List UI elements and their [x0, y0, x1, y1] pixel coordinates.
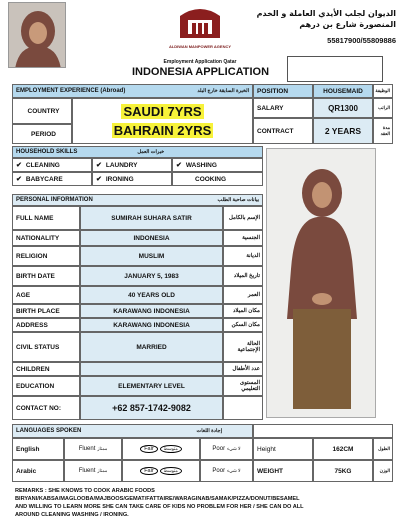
company-name-line: الديوان لجلب الأيدي العاملة و الخدم: [256, 9, 396, 18]
skill-cooking-label: COOKING: [195, 175, 227, 183]
employment-header: [12, 84, 253, 98]
contact-value: +62 857-1742-9082: [80, 396, 223, 420]
personal-header-en: PERSONAL INFORMATION: [16, 197, 93, 203]
arabic-fair: [122, 460, 200, 482]
contract-ar: مدة العقد: [373, 118, 393, 144]
salary-label: SALARY: [253, 98, 313, 118]
row-ar: الديانة: [223, 246, 263, 266]
skills-header-ar: خبرات العمل: [137, 149, 165, 155]
row-label: AGE: [12, 286, 80, 304]
experience-1: SAUDI 7YRS: [123, 104, 202, 119]
fluent-label: Fluent: [78, 468, 96, 474]
row-label: CHILDREN: [12, 362, 80, 376]
weight-value: 75KG: [313, 460, 373, 482]
english-poor: [200, 438, 253, 460]
company-address-line: المنصورة شارع بن درهم: [299, 20, 396, 29]
row-ar: تاريخ الميلاد: [223, 266, 263, 286]
company-logo: [172, 2, 228, 46]
position-label: POSITION: [253, 84, 313, 98]
salary-value: QR1300: [313, 98, 373, 118]
height-ar: الطول: [373, 438, 393, 460]
fluent-ar: ممتاز: [97, 468, 108, 473]
reference-box: [287, 56, 383, 82]
skill-washing: [172, 158, 263, 172]
skill-cleaning-label: CLEANING: [25, 161, 60, 169]
english-fair: [122, 438, 200, 460]
fair-ar-circled: متوسط: [160, 445, 182, 453]
period-label: PERIOD: [12, 124, 72, 144]
row-value: 40 YEARS OLD: [80, 286, 223, 304]
languages-header: [12, 424, 253, 438]
experience-2: BAHRAIN 2YRS: [113, 123, 212, 138]
row-value: ELEMENTARY LEVEL: [80, 376, 223, 396]
check-icon: ✔: [16, 162, 22, 169]
employment-header-en: EMPLOYMENT EXPERIENCE (Abroad): [16, 88, 126, 94]
english-fluent: [64, 438, 122, 460]
height-label: Height: [253, 438, 313, 460]
row-value: INDONESIA: [80, 230, 223, 246]
position-ar: الوظيفة: [373, 84, 393, 98]
remarks-line: BIRYANI/KABSA/MAGLOOBA/MAJBOOS/GEMAT/FATTAIRE/WARAGINAB/SAMAK/PIZZA/DONUT/BESAMEL: [15, 496, 300, 502]
remarks-line: AND WILLING TO LEARN MORE SHE CAN TAKE CARE OF KIDS NO PROBLEM FOR HER / SHE CAN DO ALL: [15, 504, 304, 510]
row-value: KARAWANG INDONESIA: [80, 304, 223, 318]
row-label: BIRTH PLACE: [12, 304, 80, 318]
check-icon: ✔: [96, 176, 102, 183]
row-value: KARAWANG INDONESIA: [80, 318, 223, 332]
salary-ar: الراتب: [373, 98, 393, 118]
row-ar: مكان السكن: [223, 318, 263, 332]
remarks-line: AROUND CLEANING WASHING / IRONING.: [15, 512, 129, 518]
row-ar: الإسم بالكامل: [223, 206, 263, 230]
row-value: JANUARY 5, 1983: [80, 266, 223, 286]
position-value: HOUSEMAID: [313, 84, 373, 98]
arabic-fluent: [64, 460, 122, 482]
row-ar: [223, 396, 263, 420]
company-name-arabic: [246, 8, 396, 30]
form-caption: Employment Application Qatar: [163, 59, 237, 65]
employment-header-ar: الخبرة السابقة خارج البلد: [197, 88, 249, 94]
languages-header-spacer: [253, 424, 393, 438]
remarks-line: REMARKS : SHE KNOWS TO COOK ARABIC FOODS: [15, 488, 155, 494]
check-icon: ✔: [16, 176, 22, 183]
weight-ar: الوزن: [373, 460, 393, 482]
row-label: RELIGION: [12, 246, 80, 266]
lang-english: English: [12, 438, 64, 460]
skill-cooking: [172, 172, 263, 186]
check-icon: ✔: [96, 162, 102, 169]
height-value: 162CM: [313, 438, 373, 460]
row-value: SUMIRAH SUHARA SATIR: [80, 206, 223, 230]
poor-ar: لا شيء: [227, 446, 241, 451]
skill-ironing-label: IRONING: [105, 175, 134, 183]
skill-cleaning: [12, 158, 92, 172]
skill-laundry: [92, 158, 172, 172]
fluent-ar: ممتاز: [97, 446, 108, 451]
row-ar: المستوى التعليمي: [223, 376, 263, 396]
weight-label: WEIGHT: [253, 460, 313, 482]
applicant-photo-small: [8, 2, 66, 68]
row-label: ADDRESS: [12, 318, 80, 332]
company-phone: 55817900/55809886: [327, 36, 396, 45]
country-label: COUNTRY: [12, 98, 72, 124]
row-label: CIVIL STATUS: [12, 332, 80, 362]
skills-header: [12, 146, 263, 158]
skill-washing-label: WASHING: [185, 161, 217, 169]
fluent-label: Fluent: [78, 446, 96, 452]
row-label: EDUCATION: [12, 376, 80, 396]
row-ar: العمر: [223, 286, 263, 304]
personal-header: [12, 194, 263, 206]
row-ar: الجنسية: [223, 230, 263, 246]
row-label: FULL NAME: [12, 206, 80, 230]
row-ar: الحالة الإجتماعية: [223, 332, 263, 362]
row-label: BIRTH DATE: [12, 266, 80, 286]
poor-label: Poor: [212, 468, 226, 474]
poor-label: Poor: [212, 446, 226, 452]
row-ar: عدد الأطفال: [223, 362, 263, 376]
applicant-photo-large: [266, 148, 376, 418]
fair-ar-circled: متوسط: [160, 467, 182, 475]
arabic-poor: [200, 460, 253, 482]
row-ar: مكان الميلاد: [223, 304, 263, 318]
contract-value: 2 YEARS: [313, 118, 373, 144]
experience-cell: [72, 98, 253, 144]
fair-label-circled: Fair: [140, 467, 157, 475]
personal-header-ar: بيانات صاحبة الطلب: [217, 197, 259, 203]
row-value: MUSLIM: [80, 246, 223, 266]
contract-label: CONTRACT: [253, 118, 313, 144]
check-icon: ✔: [176, 162, 182, 169]
row-value: [80, 362, 223, 376]
skill-babycare-label: BABYCARE: [25, 175, 63, 183]
skill-ironing: [92, 172, 172, 186]
lang-arabic: Arabic: [12, 460, 64, 482]
fair-label-circled: Fair: [140, 445, 157, 453]
remarks-block: [12, 486, 393, 526]
logo-subtitle: ALDIWAN MANPOWER AGENCY: [168, 44, 232, 49]
skills-header-en: HOUSEHOLD SKILLS: [16, 149, 78, 155]
skill-babycare: [12, 172, 92, 186]
poor-ar: لا شيء: [227, 468, 241, 473]
languages-header-ar: إجادة اللغات: [196, 428, 222, 434]
row-value: MARRIED: [80, 332, 223, 362]
row-label: NATIONALITY: [12, 230, 80, 246]
application-title: INDONESIA APPLICATION: [131, 66, 270, 78]
row-label: CONTACT NO:: [12, 396, 80, 420]
languages-header-en: LANGUAGES SPOKEN: [16, 428, 82, 434]
skill-laundry-label: LAUNDRY: [105, 161, 138, 169]
